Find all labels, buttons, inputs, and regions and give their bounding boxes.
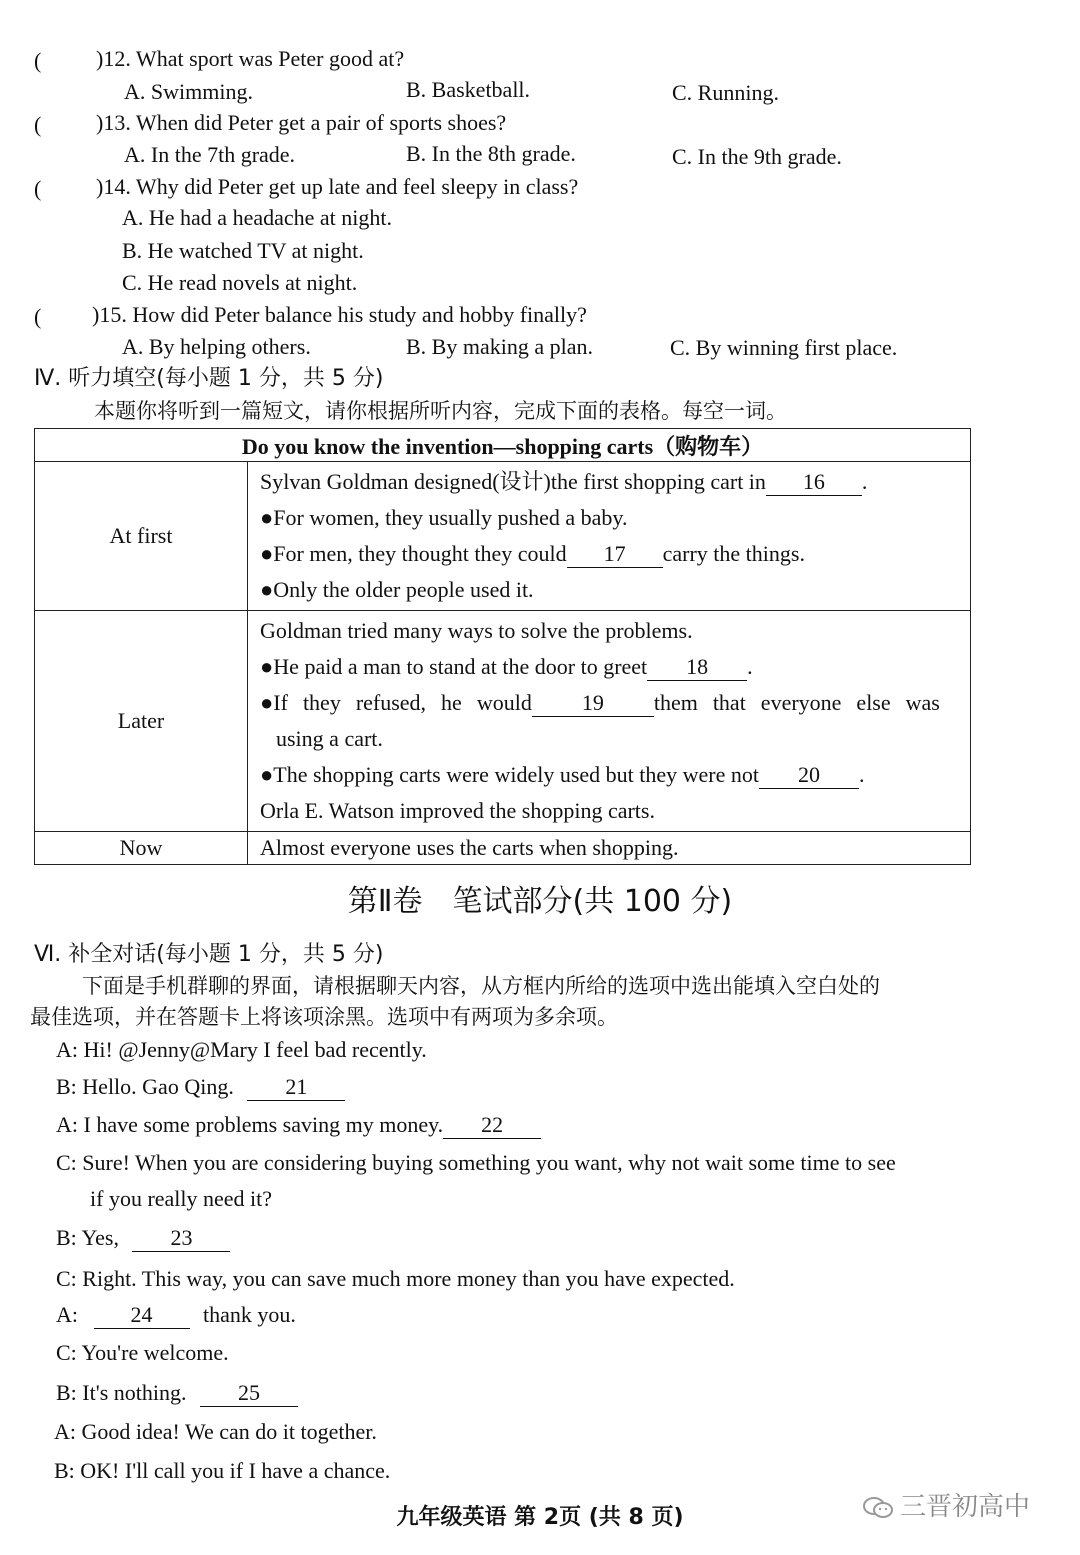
table-header: Do you know the invention—shopping carts（购物车） (35, 429, 971, 462)
answer-paren: ( (34, 304, 42, 329)
table-line (260, 685, 958, 721)
line-text: B: OK! I'll call you if I have a chance. (54, 1458, 391, 1483)
option-a: A. Swimming. (124, 79, 253, 104)
watermark (862, 1490, 1030, 1524)
option-c: C. He read novels at night. (122, 270, 358, 295)
line-text: Sylvan Goldman designed(设计)the first shopping cart in (260, 469, 766, 494)
line-text: Almost everyone uses the carts when shopping. (260, 835, 679, 860)
dialogue-line (56, 1148, 896, 1178)
chat-bubble-icon (862, 1496, 894, 1520)
line-text: C: Right. This way, you can save much more money than you have expected. (56, 1266, 735, 1291)
line-text: A: Hi! @Jenny@Mary I feel bad recently. (56, 1037, 427, 1062)
answer-paren: ( (34, 176, 42, 201)
line-text: B: Hello. Gao Qing. (56, 1074, 234, 1099)
option-b: B. Basketball. (406, 77, 531, 102)
blank-16[interactable]: 16 (766, 469, 862, 496)
dialogue-line (56, 1378, 298, 1408)
table-line (260, 536, 958, 572)
line-text: . (747, 654, 753, 679)
dialogue-line (54, 1456, 390, 1486)
section-6-heading: Ⅵ. 补全对话(每小题 1 分，共 5 分) (34, 942, 384, 967)
page-footer: 九年级英语 第 2页 (共 8 页) (396, 1505, 684, 1530)
section-4-instruction: 本题你将听到一篇短文，请你根据所听内容，完成下面的表格。每空一词。 (94, 399, 787, 423)
option-a: A. By helping others. (122, 334, 311, 359)
option-b: B. By making a plan. (406, 334, 593, 359)
table-line (260, 721, 958, 757)
blank-19[interactable]: 19 (532, 690, 654, 717)
dialogue-line (56, 1300, 296, 1330)
table-line (260, 613, 958, 649)
line-text: ●For men, they thought they could (260, 541, 567, 566)
dialogue-line (56, 1223, 230, 1253)
question-stem: )12. What sport was Peter good at? (96, 46, 405, 71)
line-text: ●Only the older people used it. (260, 577, 534, 602)
line-text: A: (56, 1302, 78, 1327)
line-text: C: You're welcome. (56, 1340, 229, 1365)
line-text: thank you. (203, 1302, 296, 1327)
blank-22[interactable]: 22 (443, 1112, 541, 1139)
row-body-at-first (248, 462, 971, 611)
dialogue-line (90, 1184, 272, 1214)
line-text: . (861, 469, 868, 494)
question-stem: )14. Why did Peter get up late and feel sleepy in class? (96, 174, 579, 199)
blank-17[interactable]: 17 (567, 541, 663, 568)
line-text: A: Good idea! We can do it together. (54, 1419, 377, 1444)
line-text: ●If they refused, he would (260, 690, 532, 715)
option-c: C. Running. (672, 80, 779, 105)
blank-24[interactable]: 24 (94, 1302, 190, 1329)
table-line (260, 757, 958, 793)
dialogue-line (56, 1338, 229, 1368)
line-text: using a cart. (276, 726, 383, 751)
option-c: C. By winning first place. (670, 335, 898, 360)
dialogue-line (56, 1035, 427, 1065)
table-line (260, 500, 958, 536)
line-text: ●The shopping carts were widely used but they were not (260, 762, 759, 787)
answer-paren: ( (34, 48, 42, 73)
row-label-later: Later (35, 611, 248, 832)
fill-in-table (34, 428, 971, 865)
line-text: carry the things. (662, 541, 805, 566)
line-text: Orla E. Watson improved the shopping carts. (260, 798, 655, 823)
dialogue-line (56, 1072, 345, 1102)
line-text: B: Yes, (56, 1225, 119, 1250)
line-text: if you really need it? (90, 1186, 273, 1211)
section-6-instruction-2: 最佳选项，并在答题卡上将该项涂黑。选项中有两项为多余项。 (30, 1005, 618, 1029)
watermark-text: 三晋初高中 (900, 1492, 1031, 1522)
row-label-now: Now (35, 832, 248, 865)
line-text: . (859, 762, 865, 787)
row-label-at-first: At first (35, 462, 248, 611)
section-6-instruction-1: 下面是手机群聊的界面，请根据聊天内容，从方框内所给的选项中选出能填入空白处的 (82, 974, 880, 998)
table-line (260, 793, 958, 829)
line-text: ●For women, they usually pushed a baby. (260, 505, 628, 530)
option-b: B. In the 8th grade. (406, 141, 576, 166)
line-text: ●He paid a man to stand at the door to greet (260, 654, 648, 679)
dialogue-line (56, 1110, 541, 1140)
line-text: B: It's nothing. (56, 1380, 187, 1405)
option-c: C. In the 9th grade. (672, 144, 842, 169)
option-a: A. He had a headache at night. (122, 205, 392, 230)
line-text: C: Sure! When you are considering buying something you want, why not wait some time to see (56, 1150, 896, 1175)
blank-20[interactable]: 20 (759, 762, 859, 789)
table-line (260, 834, 958, 862)
row-body-now (248, 832, 971, 865)
option-b: B. He watched TV at night. (122, 238, 364, 263)
question-stem: )13. When did Peter get a pair of sports shoes? (96, 110, 507, 135)
line-text: Goldman tried many ways to solve the problems. (260, 618, 693, 643)
line-text: them that everyone else was (653, 690, 940, 715)
table-line (260, 572, 958, 608)
answer-paren: ( (34, 112, 42, 137)
dialogue-line (56, 1264, 735, 1294)
table-line (260, 464, 958, 500)
blank-23[interactable]: 23 (132, 1225, 230, 1252)
part-2-title: 第Ⅱ卷 笔试部分(共 100 分) (347, 884, 733, 919)
option-a: A. In the 7th grade. (124, 142, 296, 167)
row-body-later (248, 611, 971, 832)
dialogue-line (54, 1417, 377, 1447)
blank-21[interactable]: 21 (247, 1074, 345, 1101)
blank-18[interactable]: 18 (647, 654, 747, 681)
table-line (260, 649, 958, 685)
question-stem: )15. How did Peter balance his study and hobby finally? (92, 302, 587, 327)
section-4-heading: Ⅳ. 听力填空(每小题 1 分，共 5 分) (34, 366, 384, 391)
line-text: A: I have some problems saving my money. (56, 1112, 444, 1137)
blank-25[interactable]: 25 (200, 1380, 298, 1407)
